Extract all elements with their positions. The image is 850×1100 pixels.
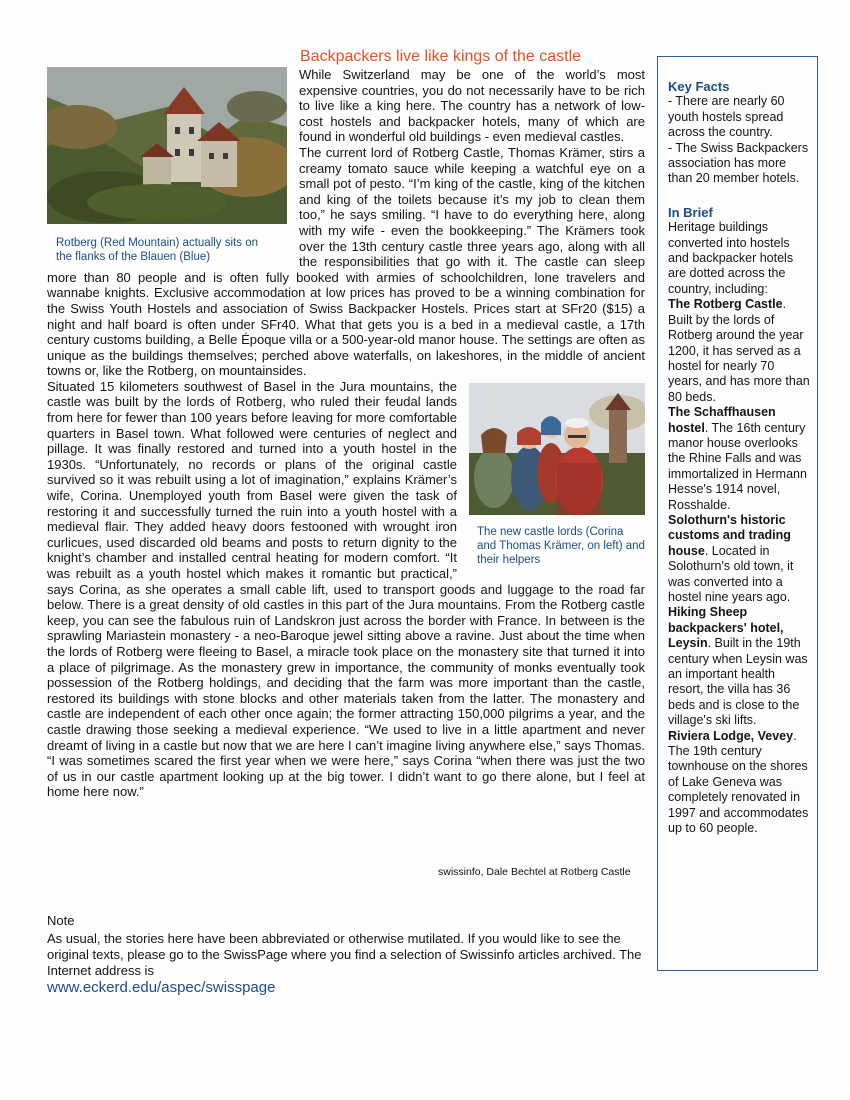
article-paragraph: While Switzerland may be one of the world’s most expensive countries, you do not necessarily have to be rich to live like a king here. The country has a network of low-cost hostels and backpacker hotels, many of which are found in wonderful old buildings - even medieval castles. — [299, 67, 645, 145]
key-facts-heading: Key Facts — [668, 79, 730, 94]
in-brief-heading: In Brief — [668, 204, 713, 220]
castle-lords-caption: The new castle lords (Corina and Thomas Krämer, on left) and their helpers — [477, 526, 645, 567]
hostel-description: . Built by the lords of Rotberg around the year 1200, it has served as a hostel for nearly 70 years, and has more than 80 beds. — [668, 297, 810, 404]
hostel-description: . The 16th century manor house overlooks the Rhine Falls and was immortalized in Hermann Hesse's 1914 novel, Rosshalde. — [668, 420, 807, 512]
hostel-name: The Rotberg Castle — [668, 297, 783, 312]
castle-lords-photo — [469, 383, 645, 515]
hostel-name: Riviera Lodge, Vevey — [668, 728, 794, 743]
article-paragraph: The current lord of Rotberg Castle, Thomas Krämer, stirs a creamy tomato sauce while keeping a watchful eye on a small pot of pesto. “I’m king of the castle, king of the kitchen and king of the toilets because it’s my job to clean them too,” he says smiling. “I have to do everything here, along with my wife - even the bookkeeping.” The Krämers took over the 13th century castle three years ago, along with all the responsibilities that go with it. The castle can sleep more than 80 people and is often fully booked with armies of schoolchildren, lone travelers and wannabe knights. Exclusive accommodation at low prices has proved to be a winning combination for the Swiss Youth Hostels and association of Swiss Backpacker Hostels. Prices start at SFr20 ($15) a night and half board is often under SFr40. What that gets you is a bed in a medieval castle, a 17th century customs building, a Belle Époque villa or a 500-year-old manor house. The settings are often as unique as the buildings themselves; perched above waterfalls, on lakeshores, in the middle of ancient towns or, like the Rotberg, on mountainsides. — [47, 144, 645, 379]
article-credit: swissinfo, Dale Bechtel at Rotberg Castle — [438, 866, 631, 878]
hostel-description: . Built in the 19th century when Leysin was an important health resort, the villa has 36 beds and is close to the village's ski lifts. — [668, 636, 808, 728]
hostel-entry — [668, 297, 811, 405]
note-text: As usual, the stories here have been abbreviated or otherwise mutilated. If you would like to see the original texts, please go to the SwissPage where you find a selection of Swissinfo articles archived. The Internet address is — [47, 931, 642, 978]
article-paragraph: Situated 15 kilometers southwest of Basel in the Jura mountains, the castle was built by the lords of Rotberg, who ruled their feudal lands from here for fewer than 100 years before leaving for more comfortable quarters in Basel town. What followed were centuries of neglect and pillage. It was finally restored and turned into a youth hostel in the 1930s. “Unfortunately, no records or plans of the original castle survived so it was rebuilt using a lot of imagination,” explains Krämer’s wife, Corina. Unemployed youth from Basel were given the task of restoring it and successfully turned the ruin into a youth hostel with a medieval flair. They added heavy doors festooned with wrought iron curlicues, used discarded old beams and posts to return dignity to the knight’s chamber and installed central heating for modern comfort. “It was rebuilt as a youth hostel which makes it romantic but practical,” says Corina, as she operates a small cable lift, used to transport goods and luggage to the road far below. There is a great density of old castles in this part of the Jura mountains. From the Rotberg castle keep, you can see the fabulous ruin of Landskron just across the border with France. In between is the sprawling Mariastein monastery - a neo-Baroque jewel sitting above a ravine. Just about the time when the lords of Rotberg were fleeing to Basel, a miracle took place on the monastery site that turned it into a place of pilgrimage. As the monastery grew in importance, the community of monks eventually took possession of the Rotberg holdings, and deciding that the farm was more important than the castle, restored its buildings with stone blocks and other materials taken from the latter. The monastery and castle are independent of each other once again; the former attracting 150,000 pilgrims a year, and the castle drawing those seeking a medieval experience. “We used to live in a little apartment and never dreamt of living in a castle but now that we are here I can’t imagine living anywhere else,” says Thomas. “I was sometimes scared the first year when we were here,” says Corina “when there was just the two of us in our castle apartment looking up at the big tower. I didn’t want to go there alone, but I feel at home here now.” — [47, 378, 645, 800]
castle-figure — [47, 67, 287, 269]
sidebar-box — [657, 56, 818, 971]
in-brief-intro: Heritage buildings converted into hostels and backpacker hotels are dotted across the country, including: — [668, 220, 794, 296]
note-section — [47, 913, 645, 996]
key-fact-item: - There are nearly 60 youth hostels spread across the country. — [668, 94, 785, 140]
hostel-name: Solothurn's historic customs and trading house — [668, 512, 791, 558]
article-body — [47, 67, 645, 800]
hostel-name: Hiking Sheep backpackers' hotel, Leysin — [668, 605, 784, 651]
hostel-entry — [668, 513, 811, 605]
hostel-description: . The 19th century townhouse on the shores of Lake Geneva was completely renovated in 1997 and accommodates up to 60 people. — [668, 728, 809, 836]
article-title: Backpackers live like kings of the castle — [300, 48, 582, 65]
key-fact-item: - The Swiss Backpackers association has more than 20 member hotels. — [668, 140, 809, 186]
castle-photo-caption: Rotberg (Red Mountain) actually sits on the flanks of the Blauen (Blue) — [56, 236, 258, 263]
castle-photo — [47, 67, 287, 224]
swisspage-link[interactable]: www.eckerd.edu/aspec/swisspage — [47, 979, 276, 996]
castle-lords-figure — [469, 383, 645, 573]
hostel-entry — [668, 405, 811, 513]
hostel-name: The Schaffhausen hostel — [668, 405, 776, 435]
note-heading: Note — [47, 913, 75, 928]
hostel-description: . Located in Solothurn's old town, it was converted into a hostel nine years ago. — [668, 543, 794, 604]
hostel-entry — [668, 605, 811, 728]
hostel-entry — [668, 729, 811, 837]
